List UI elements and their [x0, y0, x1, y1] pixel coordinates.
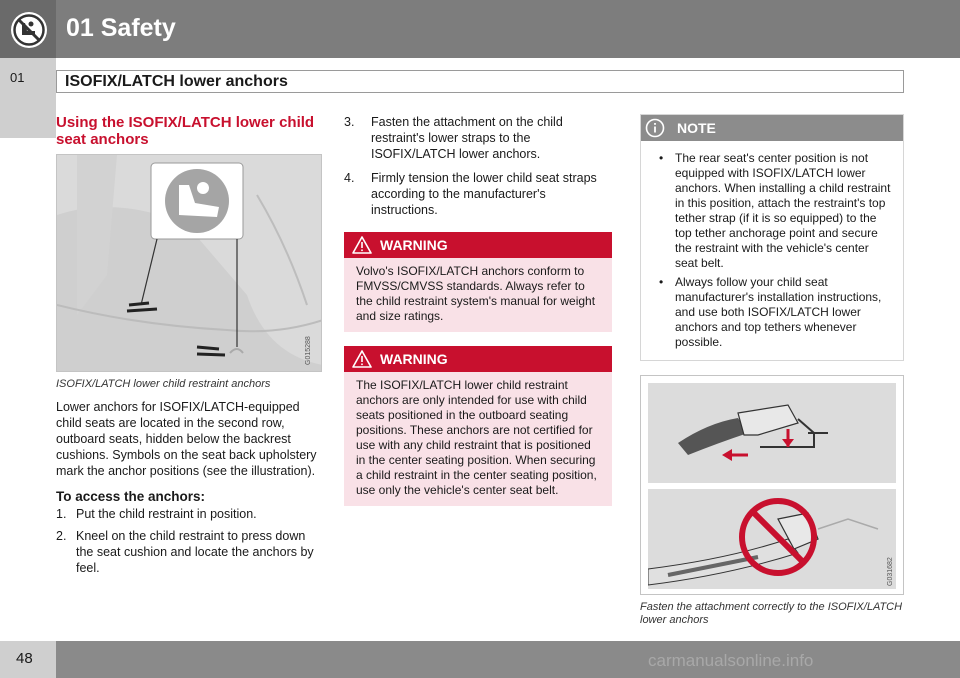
access-heading: To access the anchors: — [56, 489, 206, 504]
intro-paragraph: Lower anchors for ISOFIX/LATCH-equipped child seats are located in the second row, outboard seats, hidden below the backrest cushions. Symbols on the seat back upholstery mark the anchor positions (see the illustration). — [56, 400, 317, 478]
step-text: Firmly tension the lower child seat straps according to the manufacturer's instructions. — [371, 171, 597, 217]
list-item — [56, 506, 322, 522]
note-box — [640, 114, 904, 361]
warning-header — [344, 346, 612, 372]
list-item — [344, 170, 612, 218]
list-item — [344, 114, 612, 162]
step-number: 1. — [56, 507, 67, 521]
warning-title: WARNING — [380, 237, 448, 253]
column-3 — [640, 114, 904, 627]
correct-attachment-drawing — [648, 383, 896, 483]
footer-bar — [0, 641, 960, 678]
correct-attachment-panel — [648, 383, 896, 483]
column-2 — [344, 114, 612, 506]
figure-caption: Fasten the attachment correctly to the ISOFIX/LATCH lower anchors — [640, 601, 903, 626]
chapter-side-tab — [0, 58, 56, 138]
warning-header — [344, 232, 612, 258]
figure-code: G015288 — [305, 336, 312, 365]
warning-triangle-icon — [352, 235, 372, 255]
list-item — [651, 151, 893, 271]
warning-box — [344, 232, 612, 332]
column-1 — [56, 114, 322, 576]
watermark: carmanualsonline.info — [648, 651, 814, 670]
bullet-icon: • — [659, 275, 664, 289]
bullet-text: The rear seat's center position is not equipped with ISOFIX/LATCH lower anchors. When installing a child restraint in this position, attach the restraint's top tether strap (if it is so equipped) to the top tether anchorage point and secure the restraint with the vehicle's center seat belt. — [675, 151, 891, 270]
bullet-text: Always follow your child seat manufacturer's installation instructions, and use both ISOFIX/LATCH lower anchors and top tethers whenever possible. — [675, 275, 882, 349]
subsection-heading: Using the ISOFIX/LATCH lower child seat anchors — [56, 114, 315, 148]
section-title: ISOFIX/LATCH lower anchors — [65, 73, 288, 90]
bullet-icon: • — [659, 151, 664, 165]
warning-title: WARNING — [380, 351, 448, 367]
attachment-illustration — [640, 375, 904, 595]
step-number: 3. — [344, 115, 355, 129]
step-text: Put the child restraint in position. — [76, 507, 257, 521]
warning-text: The ISOFIX/LATCH lower child restraint anchors are only intended for use with child seats positioned in the outboard seating positions. These anchors are not certified for use with any child restraint that is positioned in the center seating position. When securing a child restraint in the center seating position, use only the vehicle's center seat belt. — [344, 372, 612, 506]
step-text: Fasten the attachment on the child restraint's lower straps to the ISOFIX/LATCH lower anchors. — [371, 115, 563, 161]
note-header — [641, 115, 903, 141]
step-text: Kneel on the child restraint to press down the seat cushion and locate the anchors by feel. — [76, 529, 314, 575]
section-header — [56, 70, 904, 93]
warning-triangle-icon — [352, 349, 372, 369]
note-body — [641, 141, 903, 360]
list-item — [56, 528, 322, 576]
chapter-title: 01 Safety — [66, 14, 176, 42]
step-number: 2. — [56, 529, 67, 543]
note-title: NOTE — [677, 120, 716, 136]
list-item — [651, 275, 893, 350]
figure-code: G031682 — [887, 557, 894, 586]
warning-box — [344, 346, 612, 506]
chapter-side-tab-label: 01 — [10, 70, 25, 85]
figure-caption: ISOFIX/LATCH lower child restraint anchors — [56, 378, 271, 390]
seat-anchors-illustration — [56, 154, 322, 372]
seat-anchors-drawing — [57, 155, 322, 372]
info-icon — [645, 118, 665, 138]
warning-text: Volvo's ISOFIX/LATCH anchors conform to FMVSS/CMVSS standards. Always refer to the child restraint system's manual for weight and size ratings. — [344, 258, 612, 332]
step-number: 4. — [344, 171, 355, 185]
chapter-icon-box — [0, 0, 56, 58]
page-number: 48 — [16, 650, 33, 667]
incorrect-attachment-panel — [648, 489, 896, 589]
incorrect-attachment-drawing — [648, 489, 896, 589]
no-child-seat-icon — [9, 10, 49, 50]
